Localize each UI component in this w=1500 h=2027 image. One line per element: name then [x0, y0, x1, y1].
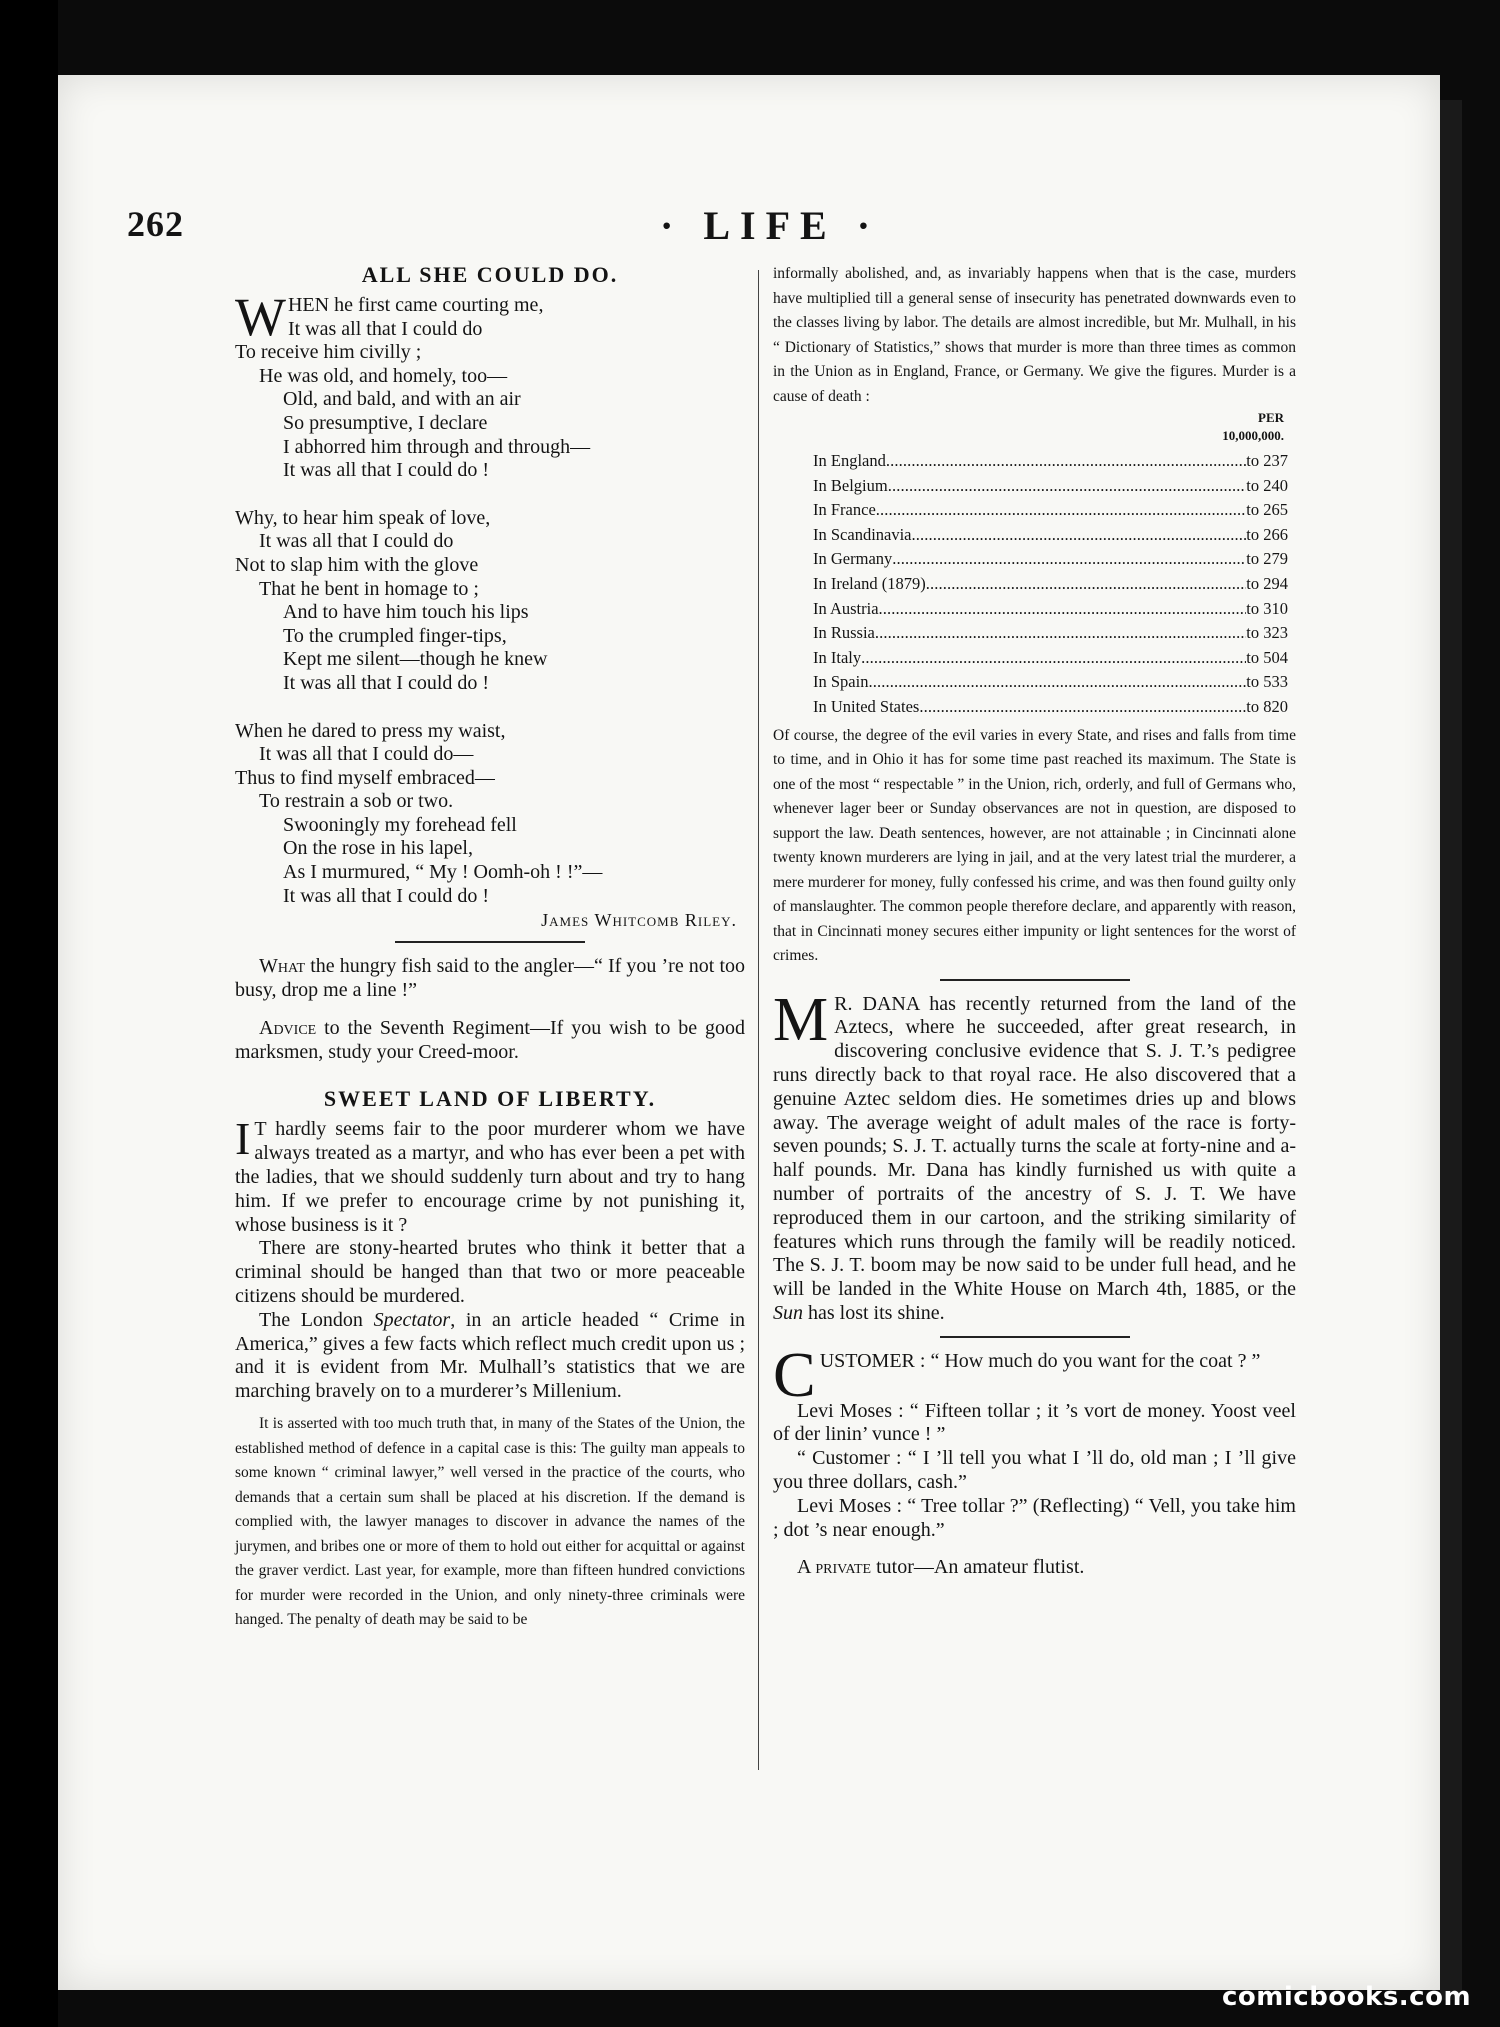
- liberty-dropcap: I: [235, 1113, 251, 1165]
- scan-border-right: [1440, 100, 1462, 2000]
- fish-joke-lead: What: [259, 955, 306, 978]
- table-country: In France: [813, 500, 876, 520]
- poem-line: Not to slap him with the glove: [235, 553, 479, 576]
- table-row: [813, 621, 1288, 646]
- table-value: to 323: [1246, 623, 1288, 643]
- page-number: 262: [127, 204, 184, 244]
- table-country: In United States: [813, 696, 920, 716]
- liberty-title: SWEET LAND OF LIBERTY.: [323, 1086, 657, 1112]
- tutor-joke: [773, 1556, 1296, 1580]
- customer-line-2: Levi Moses : “ Fifteen tollar ; it ’s vort de money. Yoost veel of der linin’ vunce ! ”: [773, 1399, 1296, 1446]
- table-leader-dots: [868, 670, 1246, 695]
- poem-line: Swooningly my forehead fell: [283, 813, 517, 836]
- liberty-p3-b: , in an article headed “ Crime in America,” gives a few facts which reflect much credit upon us ; and it is evident from Mr. Mulhall’s statistics that we are marching bravely on to a murderer’s Millenium.: [235, 1308, 746, 1403]
- poem-stanza: [235, 287, 745, 483]
- dana-text-a: R. DANA has recently returned from the land of the Aztecs, where he succeeded, after great research, in discovering conclusive evidence that S. J. T.’s pedigree runs directly back to that royal race. He also discovered that a genuine Aztec seldom dies. He sometimes dries up and blows away. The average weight of adult males of the race is forty-seven pounds; S. J. T. actually turns the scale at forty-nine and a-half pounds. Mr. Dana has kindly furnished us with quite a number of portraits of the ancestry of S. J. T. We have reproduced them in our cartoon, and the striking similarity of features which runs through the family will be readily noticed. The S. J. T. boom may be now said to be under full head, and he will be landed in the White House on March 4th, 1885, or the: [773, 992, 1296, 1301]
- poem-line: I abhorred him through and through—: [283, 435, 591, 458]
- table-value: to 294: [1246, 573, 1288, 593]
- table-leader-dots: [861, 646, 1246, 671]
- poem-title: ALL SHE COULD DO.: [361, 262, 619, 287]
- poem-line: It was all that I could do: [287, 317, 483, 340]
- poem-line: It was all that I could do !: [283, 459, 490, 482]
- customer-line-1: [773, 1338, 1296, 1410]
- table-row: [813, 498, 1288, 523]
- poem-dropcap: W: [235, 287, 286, 347]
- poem-line: HEN he first came courting me,: [287, 294, 544, 316]
- poem-line: Thus to find myself embraced—: [235, 766, 495, 789]
- liberty-paragraph-1: [235, 1113, 745, 1237]
- table-leader-dots: [919, 695, 1246, 720]
- poem-line: Kept me silent—though he knew: [283, 648, 548, 671]
- table-leader-dots: [876, 498, 1247, 523]
- spacer: [235, 1404, 745, 1412]
- spacer: [235, 1003, 745, 1017]
- scan-border-left: [0, 0, 58, 2027]
- dana-dropcap: M: [773, 985, 829, 1054]
- poem-line: As I murmured, “ My ! Oomh-oh ! !”—: [283, 861, 603, 884]
- poem-line: That he bent in homage to ;: [259, 577, 479, 600]
- advice-joke-text: to the Seventh Regiment—If you wish to be good marksmen, study your Creed-moor.: [235, 1016, 745, 1063]
- fish-joke-text: the hungry fish said to the angler—“ If you ’re not too busy, drop me a line !”: [235, 955, 745, 1002]
- stanza-gap: [235, 696, 745, 720]
- spectator-italic: Spectator: [373, 1308, 451, 1331]
- table-country: In Ireland (1879): [813, 573, 926, 593]
- left-column: [235, 262, 745, 1633]
- dana-text-b: has lost its shine.: [803, 1301, 945, 1324]
- table-value: to 266: [1246, 524, 1288, 544]
- table-leader-dots: [879, 597, 1247, 622]
- table-row: [813, 646, 1288, 671]
- table-header-per: PER: [1258, 410, 1284, 425]
- poem-line: It was all that I could do—: [259, 743, 474, 766]
- table-row: [813, 597, 1288, 622]
- table-country: In Germany: [813, 549, 893, 569]
- section-rule: [940, 1336, 1130, 1338]
- poem-line: To the crumpled finger-tips,: [283, 624, 507, 647]
- table-row: [813, 572, 1288, 597]
- table-value: to 237: [1246, 451, 1288, 470]
- table-country: In Scandinavia: [813, 524, 912, 544]
- sun-italic: Sun: [773, 1301, 803, 1324]
- table-leader-dots: [912, 523, 1247, 548]
- poem-stanza: [235, 720, 745, 909]
- column-rule: [758, 270, 759, 1770]
- poem-line: It was all that I could do: [259, 530, 454, 553]
- table-value: to 533: [1246, 672, 1288, 692]
- poem-line: On the rose in his lapel,: [283, 837, 473, 860]
- poem-stanza: [235, 507, 745, 696]
- poem-line: To restrain a sob or two.: [259, 790, 454, 813]
- advice-joke: [235, 1017, 745, 1065]
- table-leader-dots: [875, 621, 1246, 646]
- poem-line: To receive him civilly ;: [235, 341, 422, 364]
- tutor-lead-a: A: [797, 1556, 816, 1579]
- liberty-paragraph-2: There are stony-hearted brutes who think it better that a criminal should be hanged than that two or more peaceable citizens should be murdered.: [235, 1237, 745, 1308]
- table-value: to 504: [1246, 647, 1288, 667]
- poem-line: So presumptive, I declare: [283, 411, 488, 434]
- advice-joke-lead: Advice: [259, 1016, 317, 1039]
- table-country: In Austria: [813, 598, 879, 618]
- liberty-paragraph-6: Of course, the degree of the evil varies in every State, and rises and falls from time to time, and in Ohio it has for some time past reached its maximum. The State is one of the most “ respectable ” in the Union, rich, orderly, and full of Germans who, whenever lager beer or Sunday observances are not in question, are disposed to support the law. Death sentences, however, are not attainable ; in Cincinnati alone twenty known murderers are lying in jail, and at the very latest trial the murderer, a mere murderer for money, fully confessed his crime, and was then found guilty only of manslaughter. The common people therefore declare, and apparently with reason, that in Cincinnati money secures either impunity or light sentences for the worst of crimes.: [773, 726, 1296, 965]
- table-country: In Spain: [813, 672, 869, 692]
- table-row: [813, 695, 1288, 720]
- table-row: [813, 547, 1288, 572]
- customer-dropcap: C: [773, 1338, 816, 1410]
- poem-line: It was all that I could do !: [283, 884, 490, 907]
- table-value: to 310: [1246, 598, 1288, 618]
- tutor-lead-b: private: [815, 1556, 872, 1579]
- table-value: to 820: [1246, 696, 1288, 716]
- dana-paragraph: [773, 985, 1296, 1326]
- poem-line: And to have him touch his lips: [283, 601, 529, 624]
- right-column: [773, 262, 1296, 1580]
- table-row: [813, 449, 1288, 474]
- liberty-p3-a: The London: [259, 1308, 374, 1331]
- table-row: [813, 670, 1288, 695]
- site-watermark: comicbooks.com: [1222, 1982, 1472, 2012]
- table-country: In England: [813, 451, 886, 470]
- stanza-gap: [235, 483, 745, 507]
- table-value: to 240: [1246, 475, 1288, 495]
- tutor-text: tutor—An amateur flutist.: [871, 1556, 1085, 1579]
- fish-joke: [235, 955, 745, 1003]
- poem-line: Why, to hear him speak of love,: [235, 506, 491, 529]
- liberty-paragraph-4: It is asserted with too much truth that, in many of the States of the Union, the established method of defence in a capital case is this: The guilty man appeals to some known “ criminal lawyer,” well versed in the practice of the courts, who demands that a certain sum shall be placed at his discretion. If the demand is complied with, the lawyer manages to discover in advance the names of the jurymen, and bribes one or more of them to hold out either for acquittal or against the graver verdict. Last year, for example, more than fifteen hundred convictions for murder were recorded in the Union, and only ninety-three criminals were hanged. The penalty of death may be said to be: [235, 1415, 745, 1628]
- customer-line-4: Levi Moses : “ Tree tollar ?” (Reflecting) “ Vell, you take him ; dot ’s near enough.”: [773, 1494, 1296, 1541]
- table-leader-dots: [892, 547, 1246, 572]
- section-rule: [940, 979, 1130, 981]
- poem-line: Old, and bald, and with an air: [283, 388, 521, 411]
- table-leader-dots: [926, 572, 1247, 597]
- spacer: [235, 1064, 745, 1078]
- table-leader-dots: [888, 474, 1247, 499]
- customer-line-1-text: USTOMER : “ How much do you want for the coat ? ”: [819, 1349, 1261, 1372]
- spacer: [773, 1542, 1296, 1556]
- table-country: In Italy: [813, 647, 862, 667]
- table-country: In Russia: [813, 623, 875, 643]
- masthead-life: · LIFE ·: [660, 203, 881, 248]
- poem-line: When he dared to press my waist,: [235, 719, 506, 742]
- murder-statistics-table: [813, 449, 1288, 720]
- table-value: to 265: [1246, 500, 1288, 520]
- poem-line: It was all that I could do !: [283, 671, 490, 694]
- table-row: [813, 474, 1288, 499]
- poem-author: James Whitcomb Riley.: [541, 910, 737, 931]
- section-rule: [395, 941, 585, 943]
- poem-line: He was old, and homely, too—: [259, 364, 508, 387]
- table-country: In Belgium: [813, 475, 888, 495]
- table-row: [813, 523, 1288, 548]
- table-header-denominator: 10,000,000.: [1222, 428, 1284, 443]
- poem-body: [235, 287, 745, 908]
- table-leader-dots: [886, 449, 1246, 474]
- liberty-p1-text: T hardly seems fair to the poor murderer whom we have always treated as a martyr, and who has ever been a pet with the ladies, that we should suddenly turn about and try to hang him. If we prefer to encourage crime by not punishing it, whose business is it ?: [235, 1118, 745, 1236]
- liberty-paragraph-3: [235, 1309, 745, 1404]
- table-value: to 279: [1246, 549, 1288, 569]
- customer-line-3: “ Customer : “ I ’ll tell you what I ’ll do, old man ; I ’ll give you three dollars, cash.”: [773, 1447, 1296, 1494]
- liberty-paragraph-5: informally abolished, and, as invariably happens when that is the case, murders have multiplied till a general sense of insecurity has penetrated downwards even to the classes living by labor. The details are almost incredible, but Mr. Mulhall, in his “ Dictionary of Statistics,” shows that murder is more than three times as common in the Union as in England, France, or Germany. We give the figures. Murder is a cause of death :: [773, 265, 1296, 405]
